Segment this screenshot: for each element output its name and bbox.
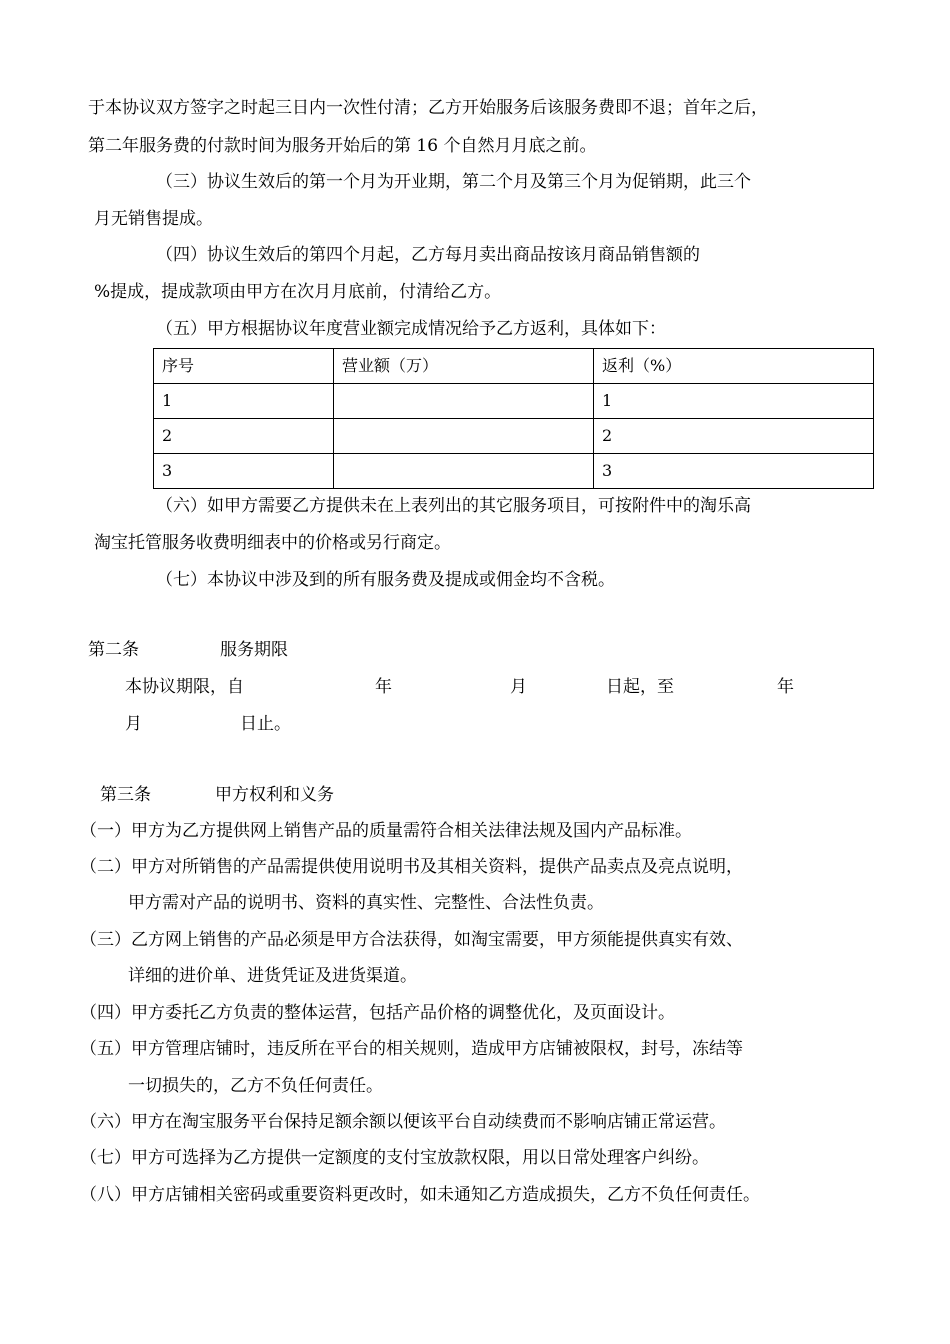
article-3-item-7: （七）甲方可选择为乙方提供一定额度的支付宝放款权限，用以日常处理客户纠纷。 (80, 1148, 709, 1168)
table-header-row (154, 349, 874, 384)
end-year-label: 年 (777, 677, 794, 697)
article-3-item-5-line-1: （五）甲方管理店铺时，违反所在平台的相关规则，造成甲方店铺被限权，封号，冻结等 (80, 1039, 743, 1059)
article-3-item-1: （一）甲方为乙方提供网上销售产品的质量需符合相关法律法规及国内产品标准。 (80, 821, 692, 841)
fees-item-5: （五）甲方根据协议年度营业额完成情况给予乙方返利，具体如下： (156, 319, 666, 339)
fees-item-7: （七）本协议中涉及到的所有服务费及提成或佣金均不含税。 (156, 570, 615, 590)
article-3-item-5-line-2: 一切损失的，乙方不负任何责任。 (128, 1076, 383, 1096)
end-month-label: 月 (125, 714, 142, 734)
article-3-item-2-line-1: （二）甲方对所销售的产品需提供使用说明书及其相关资料，提供产品卖点及亮点说明， (80, 857, 743, 877)
table-cell (334, 384, 594, 419)
article-2-title: 服务期限 (220, 640, 288, 660)
end-day-label: 日止。 (240, 714, 291, 734)
article-3-item-3-line-1: （三）乙方网上销售的产品必须是甲方合法获得，如淘宝需要，甲方须能提供真实有效、 (80, 930, 743, 950)
fees-paragraph-line-1: 于本协议双方签字之时起三日内一次性付清；乙方开始服务后该服务费即不退；首年之后， (88, 98, 768, 118)
table-row (154, 454, 874, 489)
table-cell (334, 419, 594, 454)
table-cell: 2 (154, 419, 334, 454)
article-3-item-8: （八）甲方店铺相关密码或重要资料更改时，如未通知乙方造成损失，乙方不负任何责任。 (80, 1185, 760, 1205)
rebate-table (153, 348, 874, 489)
fees-paragraph-line-2: 第二年服务费的付款时间为服务开始后的第 16 个自然月月底之前。 (88, 136, 597, 156)
table-cell: 3 (154, 454, 334, 489)
start-month-label: 月 (510, 677, 527, 697)
article-3-item-4: （四）甲方委托乙方负责的整体运营，包括产品价格的调整优化，及页面设计。 (80, 1003, 675, 1023)
article-3-item-6: （六）甲方在淘宝服务平台保持足额余额以便该平台自动续费而不影响店铺正常运营。 (80, 1112, 726, 1132)
article-2-number: 第二条 (88, 640, 139, 660)
table-header-cell: 序号 (154, 349, 334, 384)
table-cell: 1 (594, 384, 874, 419)
fees-item-4-line-1: （四）协议生效后的第四个月起，乙方每月卖出商品按该月商品销售额的 (156, 245, 700, 265)
fees-item-4-line-2: %提成，提成款项由甲方在次月月底前，付清给乙方。 (94, 282, 502, 302)
table-cell: 1 (154, 384, 334, 419)
table-header-cell: 营业额（万） (334, 349, 594, 384)
table-cell: 2 (594, 419, 874, 454)
table-cell (334, 454, 594, 489)
article-3-number: 第三条 (100, 785, 151, 805)
fees-item-3-line-1: （三）协议生效后的第一个月为开业期，第二个月及第三个月为促销期，此三个 (156, 172, 751, 192)
service-period-prefix: 本协议期限，自 (125, 677, 244, 697)
table-row (154, 419, 874, 454)
fees-item-3-line-2: 月无销售提成。 (94, 209, 213, 229)
article-3-title: 甲方权利和义务 (215, 785, 334, 805)
article-3-item-3-line-2: 详细的进价单、进货凭证及进货渠道。 (128, 966, 417, 986)
table-cell: 3 (594, 454, 874, 489)
start-day-label: 日起，至 (606, 677, 674, 697)
start-year-label: 年 (375, 677, 392, 697)
fees-item-6-line-1: （六）如甲方需要乙方提供未在上表列出的其它服务项目，可按附件中的淘乐高 (156, 496, 751, 516)
article-3-item-2-line-2: 甲方需对产品的说明书、资料的真实性、完整性、合法性负责。 (128, 893, 604, 913)
fees-item-6-line-2: 淘宝托管服务收费明细表中的价格或另行商定。 (94, 533, 451, 553)
table-header-cell: 返利（%） (594, 349, 874, 384)
table-row (154, 384, 874, 419)
